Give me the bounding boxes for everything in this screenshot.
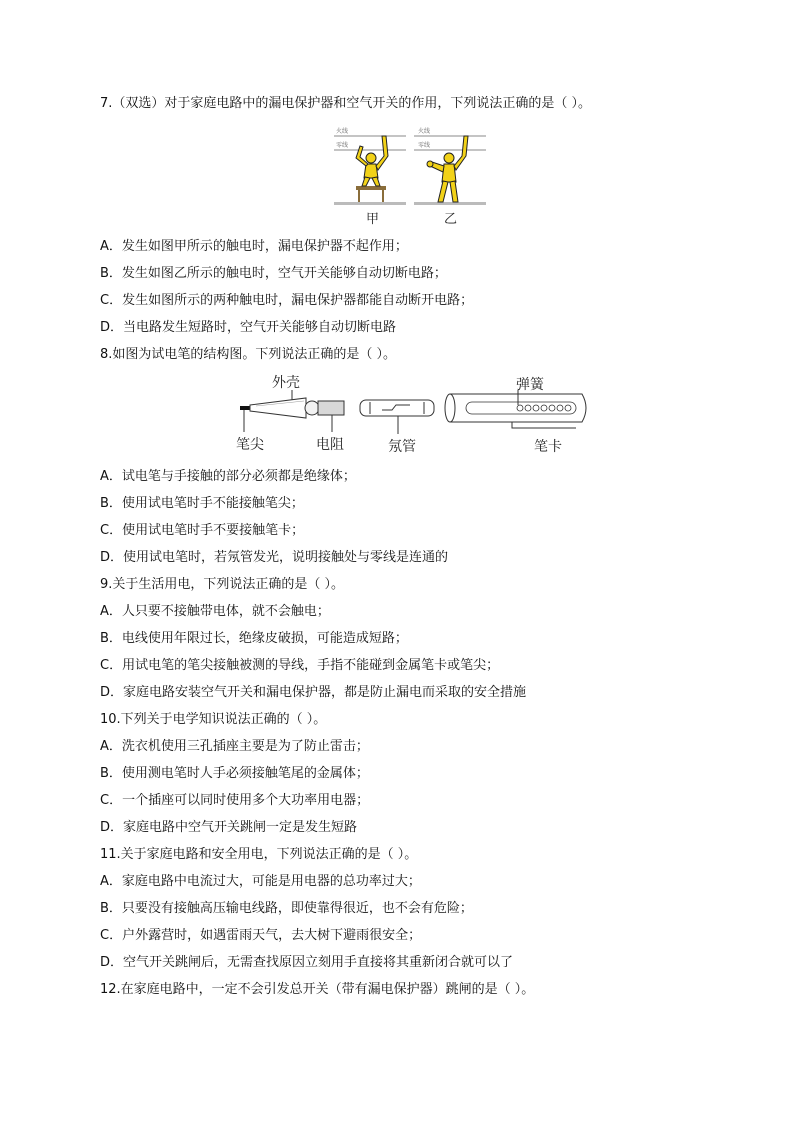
q8-option-c: C．使用试电笔时手不要接触笔卡； xyxy=(100,523,305,538)
q7-figure-label-jia: 甲 xyxy=(366,212,380,227)
q8-stem: 8.如图为试电笔的结构图。下列说法正确的是（ ）。 xyxy=(100,347,397,362)
q12-stem: 12.在家庭电路中，一定不会引发总开关（带有漏电保护器）跳闸的是（ ）。 xyxy=(100,982,535,997)
q9-stem: 9.关于生活用电，下列说法正确的是（ ）。 xyxy=(100,577,345,592)
q9-option-c: C．用试电笔的笔尖接触被测的导线，手指不能碰到金属笔卡或笔尖； xyxy=(100,658,500,673)
q11-stem: 11.关于家庭电路和安全用电，下列说法正确的是（ ）。 xyxy=(100,847,418,862)
q11-option-a: A．家庭电路中电流过大，可能是用电器的总功率过大； xyxy=(100,874,421,889)
q11-option-c: C．户外露营时，如遇雷雨天气，去大树下避雨很安全； xyxy=(100,928,422,943)
q9-option-b: B．电线使用年限过长，绝缘皮破损，可能造成短路； xyxy=(100,631,408,646)
q11-option-b: B．只要没有接触高压输电线路，即使靠得很近，也不会有危险； xyxy=(100,901,473,916)
q7-right-live-wire-label: 火线 xyxy=(418,128,431,135)
q10-option-b: B．使用测电笔时人手必须接触笔尾的金属体； xyxy=(100,766,369,781)
q7-stem: 7.（双选）对于家庭电路中的漏电保护器和空气开关的作用，下列说法正确的是（ ）。 xyxy=(100,96,592,111)
q7-option-a: A．发生如图甲所示的触电时，漏电保护器不起作用； xyxy=(100,239,408,254)
q8-option-b: B．使用试电笔时手不能接触笔尖； xyxy=(100,496,304,511)
q7-right-neutral-wire-label: 零线 xyxy=(418,142,431,149)
q10-option-a: A．洗衣机使用三孔插座主要是为了防止雷击； xyxy=(100,739,369,754)
q7-figure-label-yi: 乙 xyxy=(444,212,458,227)
q8-option-d: D．使用试电笔时，若氖管发光，说明接触处与零线是连通的 xyxy=(100,550,449,565)
electric-shock-illustration xyxy=(330,120,490,228)
q10-option-d: D．家庭电路中空气开关跳闸一定是发生短路 xyxy=(100,820,358,835)
q8-label-spring: 弹簧 xyxy=(516,377,544,393)
q11-option-d: D．空气开关跳闸后，无需查找原因立刻用手直接将其重新闭合就可以了 xyxy=(100,955,514,970)
q8-label-resistor: 电阻 xyxy=(316,437,344,453)
q7-option-c: C．发生如图所示的两种触电时，漏电保护器都能自动断开电路； xyxy=(100,293,474,308)
q7-left-live-wire-label: 火线 xyxy=(336,128,349,135)
q7-left-neutral-wire-label: 零线 xyxy=(336,142,349,149)
q7-option-d: D．当电路发生短路时，空气开关能够自动切断电路 xyxy=(100,320,397,335)
q8-label-neon-tube: 氖管 xyxy=(388,439,416,455)
q9-option-a: A．人只要不接触带电体，就不会触电； xyxy=(100,604,330,619)
q8-figure xyxy=(236,372,596,460)
q10-option-c: C．一个插座可以同时使用多个大功率用电器； xyxy=(100,793,370,808)
q7-figure xyxy=(330,120,490,228)
q8-label-clip: 笔卡 xyxy=(534,439,562,455)
q9-option-d: D．家庭电路安装空气开关和漏电保护器，都是防止漏电而采取的安全措施 xyxy=(100,685,527,700)
q7-option-b: B．发生如图乙所示的触电时，空气开关能够自动切断电路； xyxy=(100,266,447,281)
q10-stem: 10.下列关于电学知识说法正确的（ ）。 xyxy=(100,712,327,727)
q8-label-tip: 笔尖 xyxy=(236,437,264,453)
q8-option-a: A．试电笔与手接触的部分必须都是绝缘体； xyxy=(100,469,356,484)
q8-label-shell: 外壳 xyxy=(272,375,300,391)
